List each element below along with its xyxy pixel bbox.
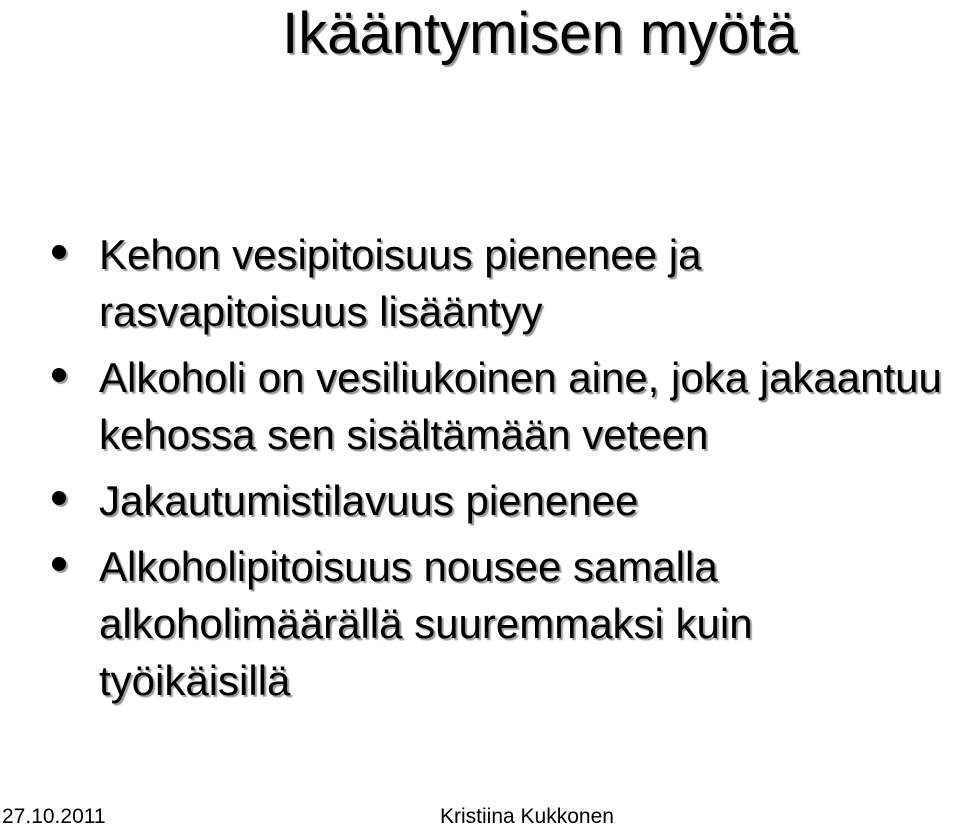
footer-author: Kristiina Kukkonen — [440, 805, 614, 828]
bullet-item — [0, 349, 960, 463]
bullet-dot-icon — [52, 368, 66, 382]
bullet-text: Alkoholipitoisuus nousee samalla alkoholimäärällä suuremmaksi kuin työikäisillä — [99, 543, 753, 704]
bullet-text: Alkoholi on vesiliukoinen aine, joka jakaantuu kehossa sen sisältämään veteen — [99, 354, 942, 458]
bullet-text: Kehon vesipitoisuus pienenee ja rasvapitoisuus lisääntyy — [99, 231, 702, 335]
bullet-item — [0, 226, 960, 340]
bullet-text: Jakautumistilavuus pienenee — [99, 477, 639, 524]
bullet-dot-icon — [52, 245, 66, 259]
bullet-item — [0, 472, 960, 529]
bullet-dot-icon — [52, 557, 66, 571]
bullet-list — [0, 226, 960, 718]
slide-title: Ikääntymisen myötä — [282, 1, 798, 66]
footer-date: 27.10.2011 — [2, 805, 106, 828]
bullet-item — [0, 538, 960, 709]
bullet-dot-icon — [52, 491, 66, 505]
